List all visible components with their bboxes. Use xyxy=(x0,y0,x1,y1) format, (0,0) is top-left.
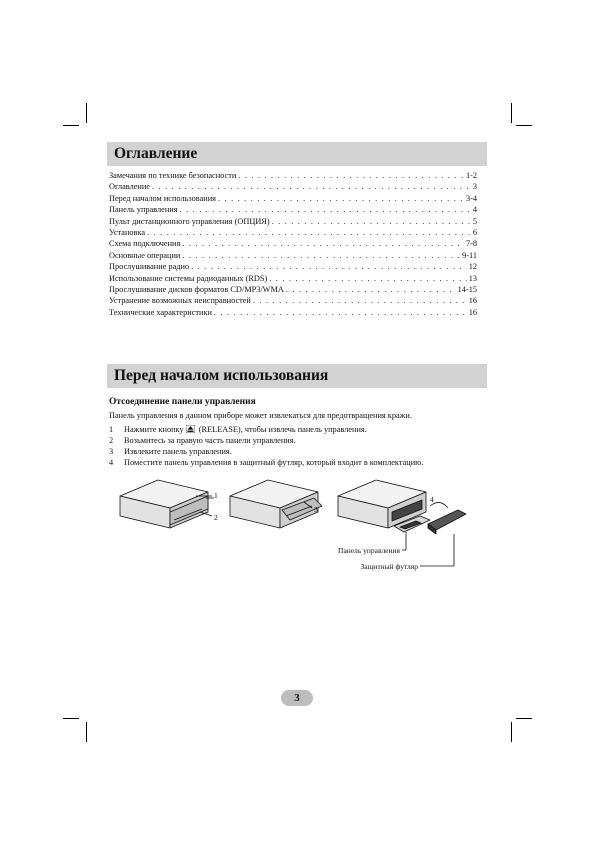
section-intro: Панель управления в данном приборе может извлекаться для предотвращения кражи. xyxy=(109,411,412,420)
toc-dot-leader xyxy=(218,193,464,204)
toc-entry-title: Установка xyxy=(109,227,146,237)
toc-entry-page: 14-15 xyxy=(457,284,477,294)
toc-entry-page: 13 xyxy=(468,273,477,283)
section-header xyxy=(107,364,487,388)
crop-mark xyxy=(63,125,79,126)
toc-dot-leader xyxy=(272,216,471,227)
crop-mark xyxy=(63,718,79,719)
callout-2: 2 xyxy=(214,513,218,522)
toc-entry xyxy=(109,261,477,272)
toc-dot-leader xyxy=(182,238,464,249)
toc-entry xyxy=(109,238,477,249)
toc-entry xyxy=(109,250,477,261)
toc-dot-leader xyxy=(238,170,464,181)
toc-header xyxy=(107,142,487,166)
crop-mark xyxy=(86,722,87,742)
toc-entry-page: 16 xyxy=(468,307,477,317)
toc-entry xyxy=(109,170,477,181)
crop-mark xyxy=(516,125,532,126)
toc-entry-title: Использование системы радиоданных (RDS) xyxy=(109,273,268,283)
toc-entry xyxy=(109,216,477,227)
eject-release-icon xyxy=(186,425,195,433)
toc-entry-title: Технические характеристики xyxy=(109,307,212,317)
toc-dot-leader xyxy=(286,284,456,295)
toc-dot-leader xyxy=(147,227,471,238)
toc-entry-page: 12 xyxy=(468,262,477,272)
toc-entry-page: 4 xyxy=(472,205,477,215)
toc-entry xyxy=(109,295,477,306)
page-number: 3 xyxy=(281,690,313,706)
toc-entry xyxy=(109,227,477,238)
step-item: 1 Нажмите кнопку (RELEASE), чтобы извлечь панель управления. xyxy=(109,425,367,434)
toc-entry-title: Прослушивание дисков форматов CD/MP3/WMA xyxy=(109,284,284,294)
toc-title: Оглавление xyxy=(114,145,198,162)
toc-dot-leader xyxy=(182,250,460,261)
toc-entry-title: Оглавление xyxy=(109,182,150,192)
section-title: Перед началом использования xyxy=(114,367,329,384)
toc-entry-title: Перед началом использования xyxy=(109,193,216,203)
toc-entry-title: Пульт дистанционного управления (ОПЦИЯ) xyxy=(109,216,270,226)
label-control-panel: Панель управления xyxy=(338,546,400,555)
toc-entry xyxy=(109,273,477,284)
toc-dot-leader xyxy=(269,273,466,284)
crop-mark xyxy=(86,103,87,123)
unit-illustration-2 xyxy=(230,480,322,528)
toc-entry-title: Схема подключения xyxy=(109,239,181,249)
toc-entry-page: 3 xyxy=(472,182,477,192)
unit-illustration-3 xyxy=(338,480,466,534)
toc-entry xyxy=(109,193,477,204)
toc-dot-leader xyxy=(214,307,467,318)
toc-dot-leader xyxy=(180,204,471,215)
toc-entry-page: 7-8 xyxy=(465,239,477,249)
label-protective-case: Защитный футляр xyxy=(360,562,418,571)
toc-entry xyxy=(109,284,477,295)
toc-dot-leader xyxy=(191,261,467,272)
toc-entry xyxy=(109,181,477,192)
step-item: 3 Извлеките панель управления. xyxy=(109,447,232,456)
callout-1: 1 xyxy=(214,491,218,500)
crop-mark xyxy=(511,722,512,742)
toc-entry xyxy=(109,307,477,318)
toc-dot-leader xyxy=(152,181,471,192)
crop-mark xyxy=(516,718,532,719)
toc-entry-page: 1-2 xyxy=(465,171,477,180)
toc-entry-title: Устранение возможных неисправностей xyxy=(109,296,251,306)
callout-4: 4 xyxy=(430,495,434,504)
toc-entry-page: 5 xyxy=(472,216,477,226)
step-item: 4 Поместите панель управления в защитный футляр, который входит в комплектацию. xyxy=(109,458,424,467)
toc-entry-page: 6 xyxy=(472,227,477,237)
toc-entry-page: 9-11 xyxy=(462,250,477,260)
toc-entry xyxy=(109,204,477,215)
crop-mark xyxy=(511,103,512,123)
toc-entry-page: 16 xyxy=(468,296,477,306)
section-subtitle: Отсоединение панели управления xyxy=(109,397,256,407)
toc-entry-title: Основные операции xyxy=(109,250,181,260)
toc-entry-title: Прослушивание радио xyxy=(109,262,190,272)
callout-3: 3 xyxy=(314,505,318,514)
toc-dot-leader xyxy=(253,295,467,306)
toc-list xyxy=(109,170,477,318)
toc-entry-title: Панель управления xyxy=(109,205,178,215)
steps-list xyxy=(109,424,423,468)
unit-illustration-1 xyxy=(120,480,214,528)
toc-entry-title: Замечания по технике безопасности xyxy=(109,171,237,180)
detach-panel-illustration xyxy=(108,476,468,576)
toc-entry-page: 3-4 xyxy=(465,193,477,203)
step-item: 2 Возьмитесь за правую часть панели управления. xyxy=(109,436,296,445)
